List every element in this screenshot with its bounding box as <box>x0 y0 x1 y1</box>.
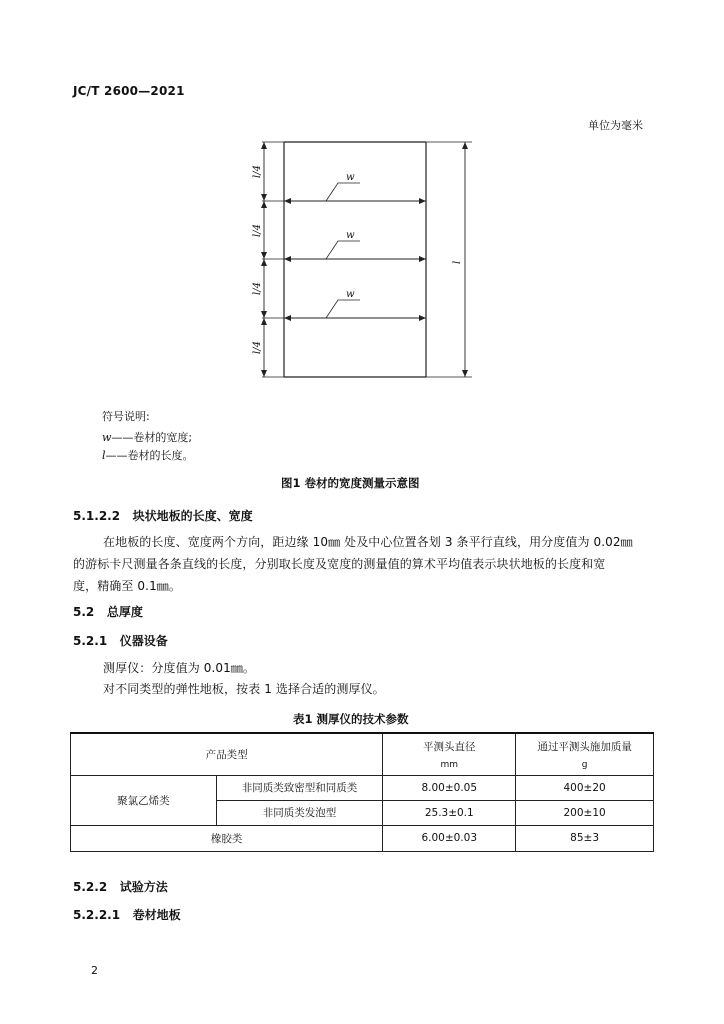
header-diameter-unit: mm <box>440 759 459 770</box>
table-caption: 表1 测厚仪的技术参数 <box>293 712 409 726</box>
paragraph-line: 度，精确至 0.1㎜。 <box>73 579 181 593</box>
thickness-gauge-table <box>70 732 654 852</box>
row-mass: 200±10 <box>516 800 654 825</box>
section-heading-5-2-2 <box>73 878 168 895</box>
paragraph-line: 在地板的长度、宽度两个方向，距边缘 10㎜ 处及中心位置各划 3 条平行直线，用分度值为 0.02㎜ <box>103 535 633 549</box>
section-heading-5-2-1 <box>73 632 168 649</box>
paragraph-line: 测厚仪：分度值为 0.01㎜。 <box>103 661 256 675</box>
section-title: 卷材地板 <box>132 908 181 922</box>
row-subtype: 非同质类致密型和同质类 <box>216 775 383 800</box>
width-label-3: w <box>346 289 355 300</box>
header-product-type: 产品类型 <box>71 733 383 775</box>
row-subtype: 橡胶类 <box>71 825 383 851</box>
legend-title: 符号说明: <box>102 410 150 423</box>
header-mass-label: 通过平测头施加质量 <box>537 740 632 753</box>
table-header-row <box>71 733 654 775</box>
section-number: 5.2.1 <box>73 634 108 648</box>
section-title: 块状地板的长度、宽度 <box>132 509 253 523</box>
section-heading-5-2-2-1 <box>73 906 181 923</box>
section-number: 5.2.2.1 <box>73 908 121 922</box>
paragraph-line: 对不同类型的弹性地板，按表 1 选择合适的测厚仪。 <box>103 682 385 696</box>
unit-note: 单位为毫米 <box>588 119 643 132</box>
length-label: l <box>452 260 463 264</box>
section-number: 5.1.2.2 <box>73 509 121 523</box>
legend-text: ——卷材的宽度; <box>111 431 193 444</box>
quarter-label-4: l/4 <box>252 341 263 354</box>
header-diameter-label: 平测头直径 <box>423 740 476 753</box>
quarter-label-3: l/4 <box>252 282 263 295</box>
width-label-1: w <box>346 172 355 183</box>
paragraph-line: 的游标卡尺测量各条直线的长度，分别取长度及宽度的测量值的算术平均值表示块状地板的长度和宽 <box>73 557 606 571</box>
table-row <box>71 775 654 800</box>
quarter-label-1: l/4 <box>252 165 263 178</box>
row-diameter: 6.00±0.03 <box>383 825 516 851</box>
section-title: 总厚度 <box>106 605 143 619</box>
header-diameter <box>383 733 516 775</box>
row-mass: 85±3 <box>516 825 654 851</box>
document-code: JC/T 2600—2021 <box>73 84 185 98</box>
width-label-2: w <box>346 230 355 241</box>
legend-text: ——卷材的长度。 <box>105 449 194 462</box>
row-diameter: 8.00±0.05 <box>383 775 516 800</box>
legend-symbol: l <box>102 449 106 462</box>
page-number: 2 <box>91 964 98 977</box>
legend-item-width <box>102 429 192 445</box>
row-subtype: 非同质类发泡型 <box>216 800 383 825</box>
group-label: 聚氯乙烯类 <box>71 775 217 825</box>
quarter-label-2: l/4 <box>252 224 263 237</box>
legend-item-length <box>102 447 194 463</box>
section-heading-5-2 <box>73 603 143 620</box>
section-heading-5-1-2-2 <box>73 507 253 524</box>
section-title: 试验方法 <box>119 880 168 894</box>
legend-symbol: w <box>102 431 112 444</box>
row-diameter: 25.3±0.1 <box>383 800 516 825</box>
section-title: 仪器设备 <box>119 634 168 648</box>
header-mass <box>516 733 654 775</box>
section-number: 5.2.2 <box>73 880 108 894</box>
row-mass: 400±20 <box>516 775 654 800</box>
roll-width-measurement-diagram <box>240 130 480 385</box>
figure-caption: 图1 卷材的宽度测量示意图 <box>281 476 420 490</box>
table-row <box>71 825 654 851</box>
header-mass-unit: g <box>581 759 588 770</box>
section-number: 5.2 <box>73 605 95 619</box>
